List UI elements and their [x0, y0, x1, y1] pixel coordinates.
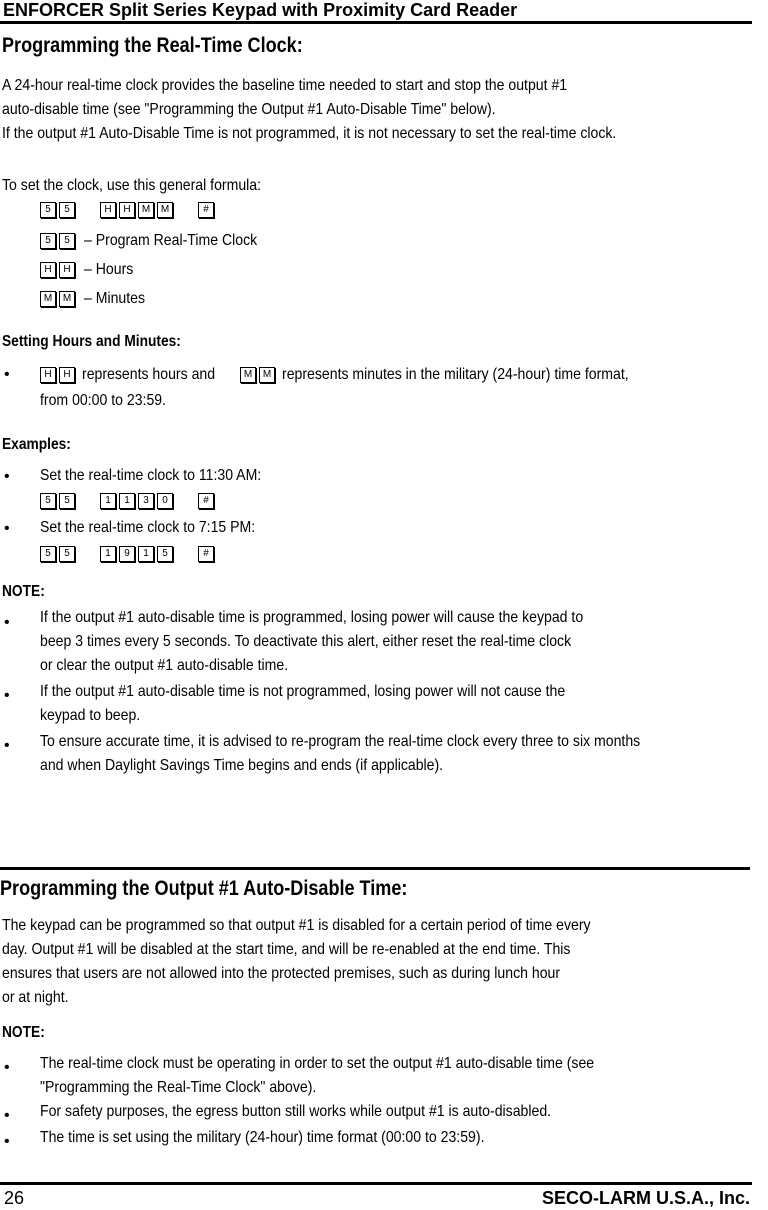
bullet: • — [4, 1059, 10, 1076]
key-5: 5 — [59, 493, 75, 509]
section-rule — [0, 867, 750, 870]
key-hash: # — [198, 546, 214, 562]
heading-hours-minutes: Setting Hours and Minutes: — [2, 333, 181, 350]
legend-row — [40, 229, 281, 253]
note-line: For safety purposes, the egress button still works while output #1 is auto-disabled. — [40, 1103, 552, 1120]
note-line: The real-time clock must be operating in order to set the output #1 auto-disable time (see — [40, 1055, 595, 1072]
key-m: M — [259, 367, 275, 383]
example-text: Set the real-time clock to 7:15 PM: — [40, 519, 256, 536]
legend-row — [40, 287, 153, 311]
key-m: M — [40, 291, 56, 307]
key-5: 5 — [59, 202, 75, 218]
hm-bullet-line — [40, 363, 676, 387]
note-line: or clear the output #1 auto-disable time. — [40, 657, 289, 674]
key-h: H — [40, 262, 56, 278]
note-line: beep 3 times every 5 seconds. To deactivate this alert, either reset the real-time clock — [40, 633, 572, 650]
key-m: M — [138, 202, 154, 218]
page-number: 26 — [4, 1188, 25, 1208]
key-m: M — [240, 367, 256, 383]
heading-note: NOTE: — [2, 1024, 45, 1041]
auto-disable-intro-4: or at night. — [2, 989, 69, 1006]
key-digit: 1 — [138, 546, 154, 562]
example-keys — [40, 546, 217, 562]
legend-row — [40, 258, 140, 282]
rtc-intro-3: If the output #1 Auto-Disable Time is not programmed, it is not necessary to set the real-time clock. — [2, 125, 617, 142]
note-line: If the output #1 auto-disable time is programmed, losing power will cause the keypad to — [40, 609, 584, 626]
heading-examples: Examples: — [2, 436, 71, 453]
key-5: 5 — [40, 233, 56, 249]
key-h: H — [59, 262, 75, 278]
key-digit: 3 — [138, 493, 154, 509]
note-line: keypad to beep. — [40, 707, 141, 724]
footer-rule — [0, 1182, 752, 1185]
key-5: 5 — [59, 233, 75, 249]
key-digit: 0 — [157, 493, 173, 509]
key-5: 5 — [40, 202, 56, 218]
key-digit: 1 — [100, 493, 116, 509]
key-hash: # — [198, 202, 214, 218]
bullet: • — [4, 687, 10, 704]
legend-text: – Hours — [84, 261, 134, 278]
auto-disable-intro-3: ensures that users are not allowed into the protected premises, such as during lunch hour — [2, 965, 561, 982]
bullet: • — [4, 366, 10, 383]
legend-text: – Minutes — [84, 290, 146, 307]
header-rule — [0, 21, 752, 24]
note-line: To ensure accurate time, it is advised to re-program the real-time clock every three to six months — [40, 733, 641, 750]
key-h: H — [119, 202, 135, 218]
key-5: 5 — [59, 546, 75, 562]
bullet: • — [4, 468, 10, 485]
note-line: "Programming the Real-Time Clock" above). — [40, 1079, 317, 1096]
bullet: • — [4, 737, 10, 754]
bullet: • — [4, 614, 10, 631]
key-hash: # — [198, 493, 214, 509]
key-h: H — [40, 367, 56, 383]
formula-intro: To set the clock, use this general formula: — [2, 177, 262, 194]
hm-text-line2: from 00:00 to 23:59. — [40, 392, 167, 409]
auto-disable-intro-1: The keypad can be programmed so that output #1 is disabled for a certain period of time every — [2, 917, 591, 934]
bullet: • — [4, 520, 10, 537]
rtc-intro-1: A 24-hour real-time clock provides the baseline time needed to start and stop the output #1 — [2, 77, 568, 94]
note-line: The time is set using the military (24-hour) time format (00:00 to 23:59). — [40, 1129, 485, 1146]
formula-keys — [40, 202, 217, 218]
bullet: • — [4, 1133, 10, 1150]
key-m: M — [157, 202, 173, 218]
rtc-intro-2: auto-disable time (see "Programming the Output #1 Auto-Disable Time" below). — [2, 101, 496, 118]
note-line: If the output #1 auto-disable time is not programmed, losing power will not cause the — [40, 683, 566, 700]
example-text: Set the real-time clock to 11:30 AM: — [40, 467, 262, 484]
note-line: and when Daylight Savings Time begins and ends (if applicable). — [40, 757, 444, 774]
hm-text-2: represents minutes in the military (24-hour) time format, — [282, 366, 629, 383]
company-name: SECO-LARM U.S.A., Inc. — [541, 1188, 750, 1208]
key-digit: 9 — [119, 546, 135, 562]
bullet: • — [4, 1107, 10, 1124]
key-5: 5 — [40, 546, 56, 562]
auto-disable-intro-2: day. Output #1 will be disabled at the start time, and will be re-enabled at the end time. This — [2, 941, 571, 958]
header-title: ENFORCER Split Series Keypad with Proximity Card Reader — [3, 0, 518, 20]
key-m: M — [59, 291, 75, 307]
key-h: H — [59, 367, 75, 383]
section-title-rtc: Programming the Real-Time Clock: — [2, 34, 303, 57]
key-digit: 1 — [100, 546, 116, 562]
example-keys — [40, 493, 217, 509]
section-title-auto-disable: Programming the Output #1 Auto-Disable Time: — [0, 877, 408, 900]
key-digit: 5 — [157, 546, 173, 562]
heading-note: NOTE: — [2, 583, 45, 600]
hm-text-1: represents hours and — [82, 366, 216, 383]
legend-text: – Program Real-Time Clock — [84, 232, 258, 249]
key-digit: 1 — [119, 493, 135, 509]
key-h: H — [100, 202, 116, 218]
key-5: 5 — [40, 493, 56, 509]
